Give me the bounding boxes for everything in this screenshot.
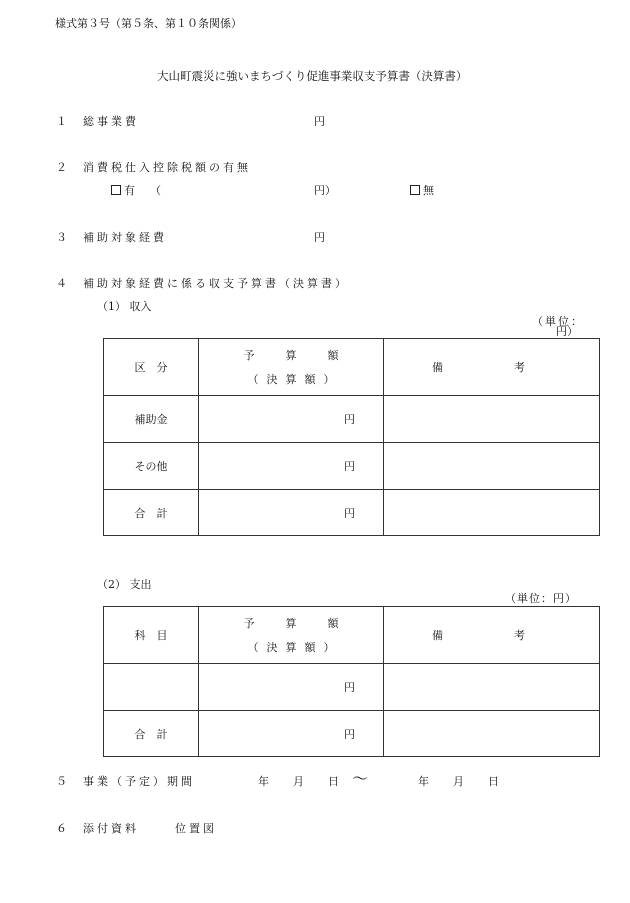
item1-number: １: [56, 115, 67, 128]
table-row: [104, 396, 600, 443]
table-row: [104, 490, 600, 536]
row-label: 補助金: [104, 396, 199, 443]
item4-label: 補助対象経費に係る収支予算書（決算書）: [83, 277, 349, 290]
row-label: その他: [104, 443, 199, 490]
period-start-month: 月: [293, 775, 304, 788]
item1-label: 総事業費: [83, 115, 139, 128]
item2-label: 消費税仕入控除税額の有無: [83, 161, 251, 174]
period-start-year: 年: [258, 775, 269, 788]
period-end-year: 年: [418, 775, 429, 788]
row-label: 合 計: [104, 711, 199, 757]
remarks-cell[interactable]: [384, 396, 600, 443]
item5-number: ５: [56, 775, 67, 788]
checkbox-yes[interactable]: [111, 185, 121, 195]
amount-cell[interactable]: [199, 490, 384, 536]
remarks-cell[interactable]: [384, 443, 600, 490]
item2-yen-close: 円）: [314, 184, 336, 197]
amount-cell[interactable]: [199, 711, 384, 757]
row-label: 合 計: [104, 490, 199, 536]
tax-yes-label: 有: [124, 184, 135, 197]
income-unit-line2: 円）: [556, 325, 578, 338]
item5-label: 事業（予定）期間: [83, 775, 195, 788]
checkbox-no[interactable]: [410, 185, 420, 195]
table-row: [104, 664, 600, 711]
amount-cell[interactable]: [199, 443, 384, 490]
remarks-cell[interactable]: [384, 490, 600, 536]
income-subtitle: （1） 収入: [97, 300, 152, 313]
expense-header-amount: 予 算 額 （ 決 算 額 ）: [199, 607, 384, 664]
yen-unit: 円: [344, 727, 355, 741]
row-label[interactable]: [104, 664, 199, 711]
tax-no-label: 無: [423, 184, 434, 197]
expense-header-row: [104, 607, 600, 664]
yen-unit: 円: [344, 681, 355, 694]
remarks-cell[interactable]: [384, 664, 600, 711]
income-header-amount: 予 算 額 （ 決 算 額 ）: [199, 339, 384, 396]
item3-yen: 円: [314, 231, 325, 244]
document-title: 大山町震災に強いまちづくり促進事業収支予算書（決算書）: [157, 69, 468, 83]
income-header-category: 区 分: [104, 339, 199, 396]
form-number: 様式第３号（第５条、第１０条関係）: [55, 17, 242, 30]
yen-unit: 円: [344, 506, 355, 520]
period-end-day: 日: [488, 775, 499, 788]
item3-label: 補助対象経費: [83, 231, 167, 244]
expense-header-item: 科 目: [104, 607, 199, 664]
expense-unit: （単位：円）: [505, 592, 577, 605]
yen-unit: 円: [344, 460, 355, 473]
table-row: [104, 443, 600, 490]
table-row: [104, 711, 600, 757]
income-header-remarks: 備 考: [384, 339, 600, 396]
item6-label: 添付資料: [83, 822, 139, 835]
income-table: [103, 338, 600, 536]
item6-value: 位置図: [175, 822, 217, 835]
item6-number: ６: [56, 822, 67, 835]
income-unit-line1: （単位：: [532, 315, 584, 328]
period-tilde: 〜: [352, 769, 369, 788]
expense-header-remarks: 備 考: [384, 607, 600, 664]
expense-table: [103, 606, 600, 757]
income-header-row: [104, 339, 600, 396]
amount-cell[interactable]: [199, 396, 384, 443]
expense-subtitle: （2） 支出: [97, 578, 152, 591]
item4-number: ４: [56, 277, 67, 290]
item2-open-paren: （: [150, 184, 161, 197]
item3-number: ３: [56, 231, 67, 244]
item2-number: ２: [56, 161, 67, 174]
tax-no-option[interactable]: [410, 184, 434, 198]
amount-cell[interactable]: [199, 664, 384, 711]
tax-yes-option[interactable]: [111, 184, 135, 198]
remarks-cell[interactable]: [384, 711, 600, 757]
yen-unit: 円: [344, 413, 355, 426]
period-end-month: 月: [453, 775, 464, 788]
item1-yen: 円: [314, 115, 325, 128]
period-start-day: 日: [328, 775, 339, 788]
